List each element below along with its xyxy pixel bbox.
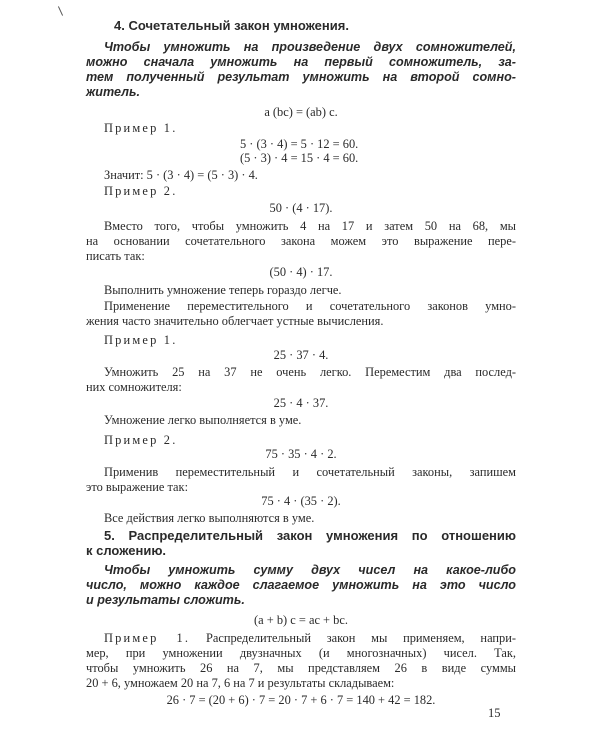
conclusion: Значит: 5 · (3 · 4) = (5 · 3) · 4.	[104, 168, 258, 182]
app-example-2-text-1: Применив переместительный и сочетательный законы, запишем	[104, 465, 516, 479]
example-2-text-2: на основании сочетательного закона можем это выражение пере-	[86, 234, 516, 248]
scan-mark	[58, 6, 63, 15]
section-5-heading-1: 5. Распределительный закон умножения по отношению	[104, 528, 516, 543]
app-example-1-note: Умножение легко выполняется в уме.	[104, 413, 302, 427]
page-number: 15	[488, 706, 501, 720]
example5-text-2: мер, при умножении двузначных (и многозначных) чисел. Так,	[86, 646, 516, 660]
example-1-label: Пример 1.	[104, 121, 178, 135]
application-line-2: жения часто значительно облегчает устные вычисления.	[86, 314, 384, 328]
example-2-text-3: писать так:	[86, 249, 145, 263]
app-example-2-result: 75 · 4 · (35 · 2).	[261, 494, 341, 508]
app-example-1-label: Пример 1.	[104, 333, 178, 347]
app-example-1-text-1: Умножить 25 на 37 не очень легко. Переместим два послед-	[104, 365, 516, 379]
example5-text-3: чтобы умножить 26 на 7, мы представляем 26 в виде суммы	[86, 661, 516, 675]
app-example-2-text-2: это выражение так:	[86, 480, 189, 494]
app-example-2-expr: 75 · 35 · 4 · 2.	[265, 447, 337, 461]
rule5-line-2: число, можно каждое слагаемое умножить на это число	[86, 578, 516, 592]
rule5-line-3: и результаты сложить.	[86, 593, 245, 607]
easier-note: Выполнить умножение теперь гораздо легче.	[104, 283, 342, 297]
example5-text-1	[86, 631, 516, 646]
distributive-formula: (a + b) c = ac + bc.	[254, 613, 348, 627]
app-example-2-label: Пример 2.	[104, 433, 178, 447]
example5-label: Пример 1.	[104, 631, 191, 645]
rule-line-2: можно сначала умножить на первый сомножитель, за-	[86, 55, 516, 69]
rule-line-3: тем полученный результат умножить на второй сомно-	[86, 70, 516, 84]
example5-text-1-rest: Распределительный закон мы применяем, напри-	[190, 631, 516, 645]
associative-formula: a (bc) = (ab) c.	[264, 105, 338, 119]
example-1-line-1: 5 · (3 · 4) = 5 · 12 = 60.	[240, 137, 359, 151]
example-2-result: (50 · 4) · 17.	[269, 265, 333, 279]
app-example-1-text-2: них сомножителя:	[86, 380, 182, 394]
example5-formula: 26 · 7 = (20 + 6) · 7 = 20 · 7 + 6 · 7 = 140 + 42 = 182.	[166, 693, 436, 707]
example-2-label: Пример 2.	[104, 184, 178, 198]
example5-text-4: 20 + 6, умножаем 20 на 7, 6 на 7 и результаты складываем:	[86, 676, 395, 690]
app-example-1-expr: 25 · 37 · 4.	[273, 348, 329, 362]
app-example-2-note: Все действия легко выполняются в уме.	[104, 511, 315, 525]
section-5-heading-2: к сложению.	[86, 543, 167, 558]
example-2-text-1: Вместо того, чтобы умножить 4 на 17 и затем 50 на 68, мы	[104, 219, 516, 233]
example-1-line-2: (5 · 3) · 4 = 15 · 4 = 60.	[240, 151, 359, 165]
example-2-expr: 50 · (4 · 17).	[269, 201, 333, 215]
application-line-1: Применение переместительного и сочетательного законов умно-	[104, 299, 516, 313]
rule-line-1: Чтобы умножить на произведение двух сомножителей,	[104, 40, 516, 54]
section-4-heading: 4. Сочетательный закон умножения.	[114, 18, 349, 33]
rule5-line-1: Чтобы умножить сумму двух чисел на какое-либо	[104, 563, 516, 577]
rule-line-4: житель.	[86, 85, 140, 99]
app-example-1-result: 25 · 4 · 37.	[273, 396, 329, 410]
